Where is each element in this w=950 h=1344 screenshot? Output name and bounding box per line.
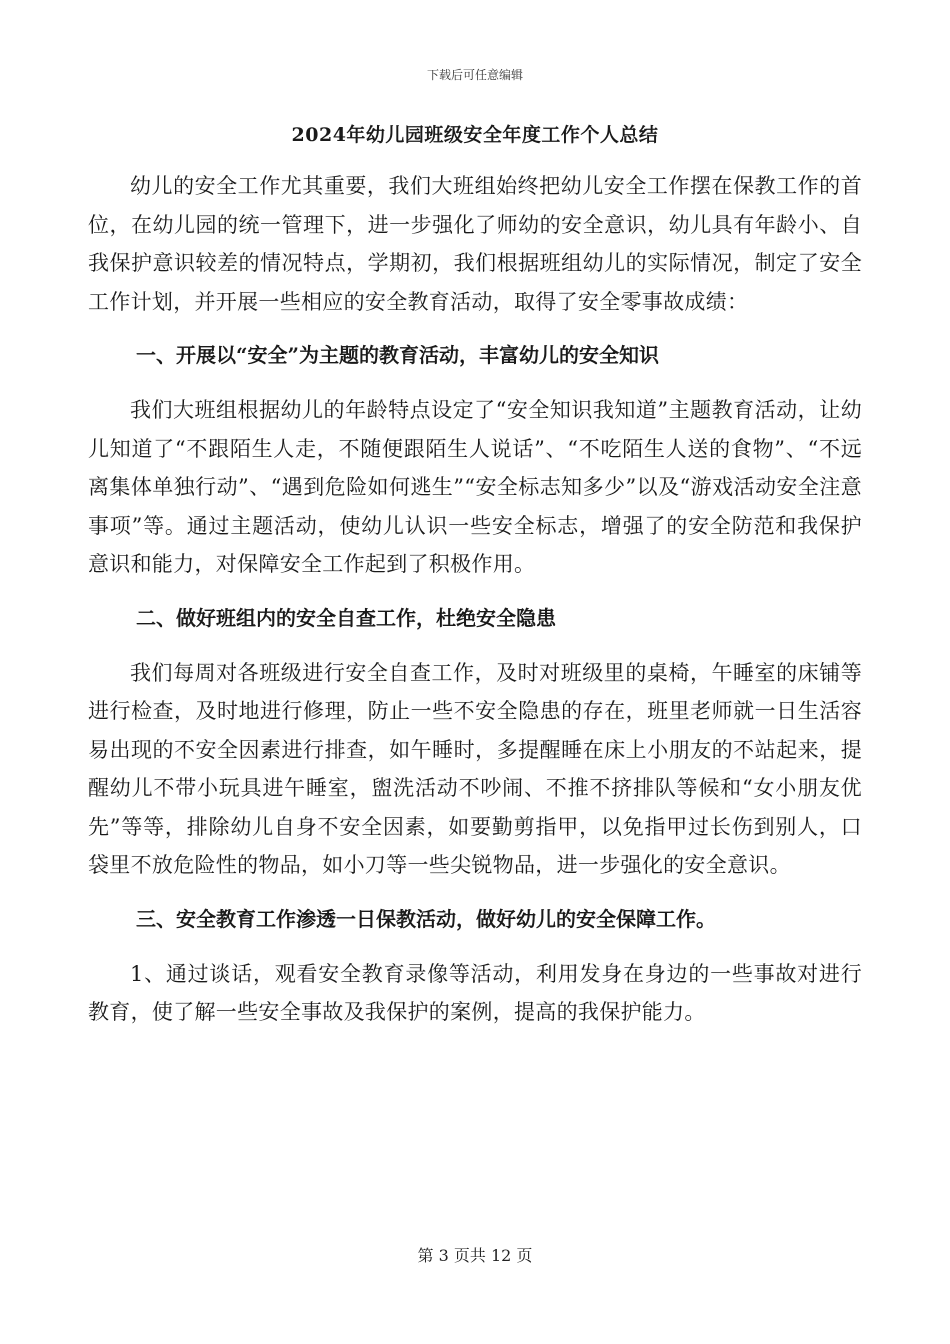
section-2-heading: 二、做好班组内的安全自查工作，杜绝安全隐患 [136, 605, 556, 630]
header-note: 下载后可任意编辑 [426, 68, 523, 82]
spacer [88, 375, 862, 391]
spacer [88, 885, 862, 899]
spacer [88, 321, 862, 335]
section-3-heading: 三、安全教育工作渗透一日保教活动，做好幼儿的安全保障工作。 [136, 906, 716, 931]
intro-paragraph: 幼儿的安全工作尤其重要，我们大班组始终把幼儿安全工作摆在保教工作的首位，在幼儿园的统一管理下，进一步强化了师幼的安全意识，幼儿具有年龄小、自我保护意识较差的情况特点，学期初，我们根据班组幼儿的实际情况，制定了安全工作计划，并开展一些相应的安全教育活动，取得了安全零事故成绩： [88, 174, 862, 314]
section-1-heading: 一、开展以“安全”为主题的教育活动，丰富幼儿的安全知识 [136, 343, 660, 367]
section-2-body: 我们每周对各班级进行安全自查工作，及时对班级里的桌椅，午睡室的床铺等进行检查，及时地进行修理，防止一些不安全隐患的存在，班里老师就一日生活容易出现的不安全因素进行排查，如午睡时，多提醒睡在床上小朋友的不站起来，提醒幼儿不带小玩具进午睡室，盥洗活动不吵闹、不推不挤排队等候和“女小朋友优先”等等，排除幼儿自身不安全因素，如要勤剪指甲，以免指甲过长伤到别人，口袋里不放危险性的物品，如小刀等一些尖锐物品，进一步强化的安全意识。 [88, 660, 862, 877]
section-1-body: 我们大班组根据幼儿的年龄特点设定了“安全知识我知道”主题教育活动，让幼儿知道了“不跟陌生人走，不随便跟陌生人说话”、“不吃陌生人送的食物”、“不远离集体单独行动”、“遇到危险如何逃生”“安全标志知多少”以及“游戏活动安全注意事项”等。通过主题活动，使幼儿认识一些安全标志，增强了的安全防范和我保护意识和能力，对保障安全工作起到了积极作用。 [88, 398, 862, 576]
document-title: 2024年幼儿园班级安全年度工作个人总结 [291, 124, 659, 146]
section-3-body: 1、通过谈话，观看安全教育录像等活动，利用发身在身边的一些事故对进行教育，使了解一些安全事故及我保护的案例，提高的我保护能力。 [88, 961, 862, 1024]
spacer [88, 638, 862, 654]
spacer [88, 584, 862, 598]
page-number-footer: 第 3 页共 12 页 [417, 1246, 533, 1265]
document-content [88, 120, 862, 1032]
spacer [88, 939, 862, 955]
